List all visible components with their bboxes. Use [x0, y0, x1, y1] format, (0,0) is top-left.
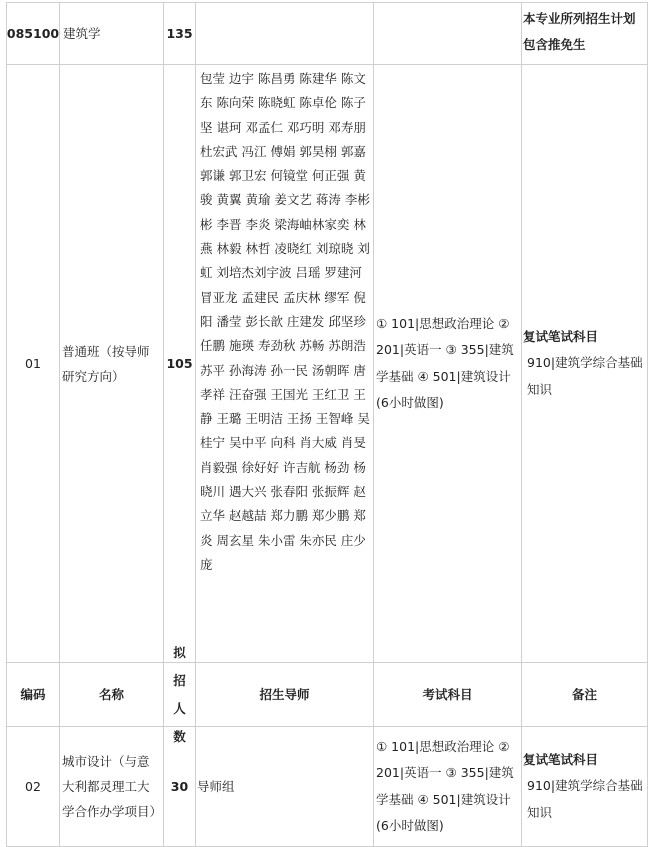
header-quota-text: 拟招人数 [173, 644, 186, 744]
direction-code-text: 01 [25, 356, 41, 371]
major-name-text: 建筑学 [63, 26, 101, 41]
advisor-list [197, 727, 373, 846]
advisor-list [196, 67, 373, 662]
exam-subjects [374, 727, 521, 846]
direction-code [7, 65, 59, 662]
direction-quota-text: 30 [170, 779, 189, 794]
header-exam [374, 663, 521, 726]
header-advisors-text: 招生导师 [259, 687, 310, 702]
direction-name-text: 普通班（按导师研究方向） [62, 343, 150, 384]
header-advisors [196, 663, 373, 726]
direction-note [522, 65, 647, 662]
header-quota [164, 644, 195, 744]
note-text: 910|建筑学综合基础知识 [527, 355, 643, 397]
header-note-text: 备注 [571, 687, 597, 702]
major-name [63, 3, 163, 64]
direction-code-text: 02 [25, 779, 41, 794]
advisor-list-text: 包莹 边宇 陈昌勇 陈建华 陈文东 陈向荣 陈晓虹 陈卓伦 陈子坚 谌珂 邓孟仁 邓巧明 邓寿朋 杜宏武 冯江 傅娟 郭昊栩 郭嘉 郭谦 郭卫宏 何镜堂 何正强 黄骏 黄翼 黄瑜 姜文艺 蒋涛 李彬彬 李晋 李炎 梁海岫林家奕 林燕 林毅 林哲 凌晓红 刘琼晓 刘虹 刘培杰刘宇波 吕瑶 罗建河 冒亚龙 孟建民 孟庆林 缪军 倪阳 潘莹 彭长歆 庄建发 邱坚珍 任鹏 施瑛 寿劲秋 苏畅 苏朗浩 苏平 孙海涛 孙一民 汤朝晖 唐孝祥 汪奋强 王国光 王红卫 王静 王璐 王明洁 王扬 王智峰 吴桂宁 吴中平 向科 肖大威 肖旻 肖毅强 徐好好 许吉航 杨劲 杨晓川 遇大兴 张春阳 张振辉 赵立华 赵越喆 郑力鹏 郑少鹏 郑炎 周玄星 朱小雷 朱亦民 庄少庞 [200, 71, 370, 572]
major-quota [164, 3, 195, 64]
note-title: 复试笔试科目 [523, 328, 599, 344]
header-code [7, 663, 59, 726]
direction-note [522, 727, 647, 846]
direction-quota [164, 65, 195, 662]
exam-subjects [374, 65, 521, 662]
major-code-text: 085100 [6, 26, 60, 41]
exam-subjects-text: ① 101|思想政治理论 ② 201|英语一 ③ 355|建筑学基础 ④ 501|建筑设计(6小时做图) [376, 315, 514, 410]
direction-code [7, 727, 59, 846]
advisor-list-text: 导师组 [197, 779, 235, 794]
direction-name [62, 65, 163, 662]
direction-name [62, 727, 163, 846]
admissions-table [6, 0, 648, 847]
header-code-text: 编码 [20, 687, 46, 702]
note-text: 910|建筑学综合基础知识 [527, 778, 643, 820]
column-divider [647, 2, 648, 847]
major-note [523, 6, 647, 64]
major-quota-text: 135 [166, 26, 193, 41]
header-exam-text: 考试科目 [422, 687, 473, 702]
exam-subjects-text: ① 101|思想政治理论 ② 201|英语一 ③ 355|建筑学基础 ④ 501|建筑设计(6小时做图) [376, 738, 514, 833]
major-code [7, 3, 59, 64]
major-note-text: 本专业所列招生计划包含推免生 [523, 11, 636, 52]
direction-quota [164, 727, 195, 846]
header-note [522, 663, 647, 726]
direction-name-text: 城市设计（与意大利都灵理工大学合作办学项目） [62, 754, 163, 819]
direction-quota-text: 105 [166, 356, 193, 371]
header-name [60, 663, 163, 726]
header-name-text: 名称 [98, 687, 124, 702]
note-title: 复试笔试科目 [523, 751, 599, 767]
